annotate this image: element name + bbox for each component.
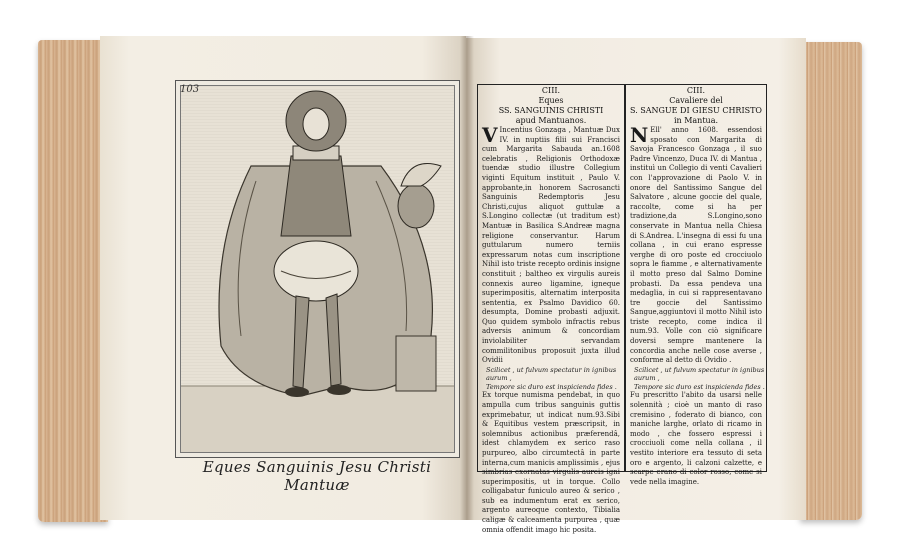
italian-column-number: CIII. — [686, 86, 706, 95]
latin-title-line-3: apud Mantuanos. — [515, 116, 587, 125]
latin-paragraph-1 — [478, 123, 624, 366]
italian-verse-line-2: Tempore sic duro est inspicienda fides . — [634, 382, 765, 391]
italian-paragraph-2: Fu prescritto l'abito da usarsi nelle solennità ; cioè un manto di raso cremisino , foderato di bianco, con maniche larghe, orlato di ricamo in modo , che fossero espressi i crocciuoli come nella collana , il vestito interiore era tessuto di seta oro e argento, li calzoni calzette, e scarpe erano di color rosso, come si vede nella imagine. — [630, 391, 762, 486]
latin-dropcap: V — [482, 123, 498, 147]
engraving-plate — [175, 80, 460, 458]
latin-verse-line-2: Tempore sic duro est inspicienda fides . — [486, 382, 617, 391]
italian-paragraph-1-text: Ell' anno 1608. essendosi sposato con Margarita di Savoja Francesco Gonzaga , il suo Padre Vincenzo, Duca IV. di Mantua , instituì un Collegio di venti Cavalieri con l'approvazione di Paolo V. in onore del Santissimo Sangue del Salvatore , alcune goccie del quale, raccolte, come si ha per tradizione,da S.Longino,sono conservate in Mantua nella Chiesa di S.Andrea. L'insegna di essi fu una collana , in cui erano espresse verghe di oro poste ed crocciuolo sopra le fiamme , e alternativamente il motto preso dal Salmo Domine probasti. Da essa pendeva una medaglia, in cui si rappresentavano tre goccie del Santissimo Sangue,aggiuntovi il motto Nihil isto triste recepto, come indica il num.93. Volle con ciò significare doversi sempre mantenere la concordia anche nelle cose averse , conforme al detto di Ovidio . — [630, 126, 762, 365]
latin-paragraph-2: Ex torque numisma pendebat, in quo ampulla cum tribus sanguinis guttis exprimebatur, ut indicat num.93.Sibi & Equitibus vestem præscripsit, in solemnibus actionibus præferendâ, idest chlamydem ex serico raso purpureo, albo circumtectâ in parte interna,cum manicis amplissimis , ejus simbrias exornatas virgulis aureis igni superimpositis, ut in torque. Collo colligabatur funiculo aureo & serico , sub ea indumentum erat ex serico, argento aureoque contexto, Tibialia caligæ & calceamenta purpurea , quæ omnia offendit imago hic posita. — [482, 391, 620, 534]
latin-title-line-1: Eques — [538, 96, 564, 105]
left-page-block-edge — [38, 40, 108, 522]
italian-dropcap: N — [630, 123, 649, 147]
latin-paragraph-1-text: Incentius Gonzaga , Mantuæ Dux IV. in nuptiis filii sui Francisci cum Margarita Sabauda an.1608 celebratis , Religionis Orthodoxæ tuendæ studio illustre Collegium viginti Equitum instituit , Paulo V. approbante,in honorem Sacrosancti Sanguinis Redemptoris Jesu Christi,cujus aliquot guttulæ a S.Longino collectæ (ut traditum est) Mantuæ in Basilica S.Andreæ magna religione conservantur. Harum guttularum numero terniis expressarum notas cum inscriptione Nihil isto triste recepto ordinis insigne constituit ; baltheo ex virgulis aureis connexis aureo ligamine, igneque superimpositis, alternatim interposita sententia, ex Psalmo Davidico 60. desumpta, Domine probasti adjuxit. Quo quidem symbolo infractis rebus adversis animum & concordiam inviolabiliter servandam commilitonibus proposuit juxta illud Ovidii — [482, 126, 620, 365]
latin-column-number: CIII. — [541, 86, 561, 95]
right-page-block-edge — [800, 42, 862, 520]
italian-column — [625, 84, 767, 486]
italian-title-line-1: Cavaliere del — [669, 96, 723, 105]
engraving-image — [180, 85, 455, 453]
italian-verse-line-1: Scilicet , ut fulvum spectatur in ignibus aurum , — [634, 365, 765, 383]
knight-figure-illustration — [181, 86, 454, 452]
latin-verse-line-1: Scilicet , ut fulvum spectatur in ignibus aurum , — [486, 365, 617, 383]
latin-column — [477, 84, 625, 534]
latin-title-line-2: SS. SANGUINIS CHRISTI — [498, 106, 604, 115]
plate-page-number: 103 — [180, 84, 200, 95]
italian-title-line-2: S. SANGUE DI GIESU CHRISTO — [630, 106, 762, 115]
italian-paragraph-1 — [626, 123, 766, 366]
book-gutter — [460, 36, 474, 520]
plate-caption: Eques Sanguinis Jesu Christi Mantuæ — [202, 458, 432, 494]
italian-title-line-3: in Mantua. — [673, 116, 719, 125]
